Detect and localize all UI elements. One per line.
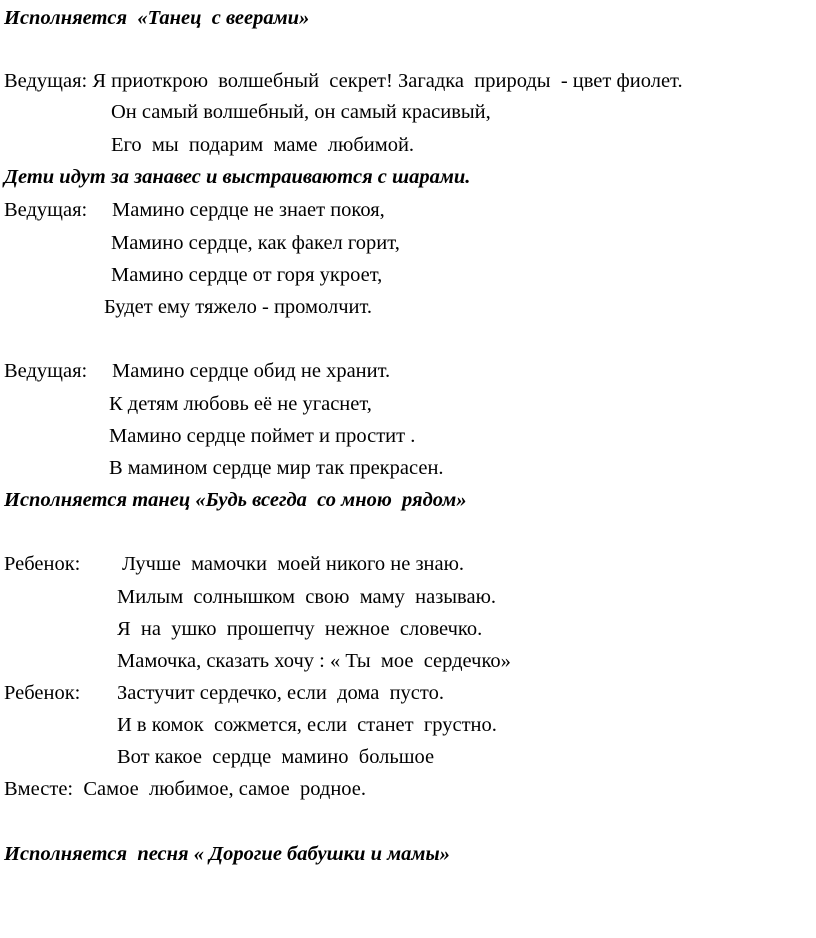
stage-direction: Дети идут за занавес и выстраиваются с шарами. bbox=[4, 166, 471, 188]
heading-fan-dance: Исполняется «Танец с веерами» bbox=[4, 7, 310, 29]
text-line: Вместе: Самое любимое, самое родное. bbox=[4, 778, 367, 800]
text-line: Я на ушко прошепчу нежное словечко. bbox=[117, 618, 483, 640]
speaker-label: Ребенок: bbox=[4, 553, 81, 575]
text-line: Мамино сердце от горя укроет, bbox=[111, 264, 383, 286]
text-line: Застучит сердечко, если дома пусто. bbox=[117, 682, 444, 704]
text-line: К детям любовь её не угаснет, bbox=[109, 393, 372, 415]
text-line: Мамино сердце обид не хранит. bbox=[112, 360, 391, 382]
speaker-label: Ведущая: bbox=[4, 360, 88, 382]
text-line: Ведущая: Я приоткрою волшебный секрет! Загадка природы - цвет фиолет. bbox=[4, 70, 683, 92]
text-line: Лучше мамочки моей никого не знаю. bbox=[122, 553, 465, 575]
speaker-label: Ведущая: bbox=[4, 199, 88, 221]
text-line: Мамино сердце поймет и простит . bbox=[109, 425, 416, 447]
text-line: И в комок сожмется, если станет грустно. bbox=[117, 714, 497, 736]
text-line: В мамином сердце мир так прекрасен. bbox=[109, 457, 444, 479]
speaker-label: Ребенок: bbox=[4, 682, 81, 704]
text-line: Его мы подарим маме любимой. bbox=[111, 134, 415, 156]
heading-song: Исполняется песня « Дорогие бабушки и мамы» bbox=[4, 843, 450, 865]
text-line: Мамочка, сказать хочу : « Ты мое сердечко» bbox=[117, 650, 511, 672]
text-line: Будет ему тяжело - промолчит. bbox=[104, 296, 373, 318]
text-line: Мамино сердце, как факел горит, bbox=[111, 232, 400, 254]
text-line: Он самый волшебный, он самый красивый, bbox=[111, 101, 491, 123]
heading-dance: Исполняется танец «Будь всегда со мною рядом» bbox=[4, 489, 467, 511]
text-line: Милым солнышком свою маму называю. bbox=[117, 586, 497, 608]
text-line: Мамино сердце не знает покоя, bbox=[112, 199, 385, 221]
text-line: Вот какое сердце мамино большое bbox=[117, 746, 435, 768]
